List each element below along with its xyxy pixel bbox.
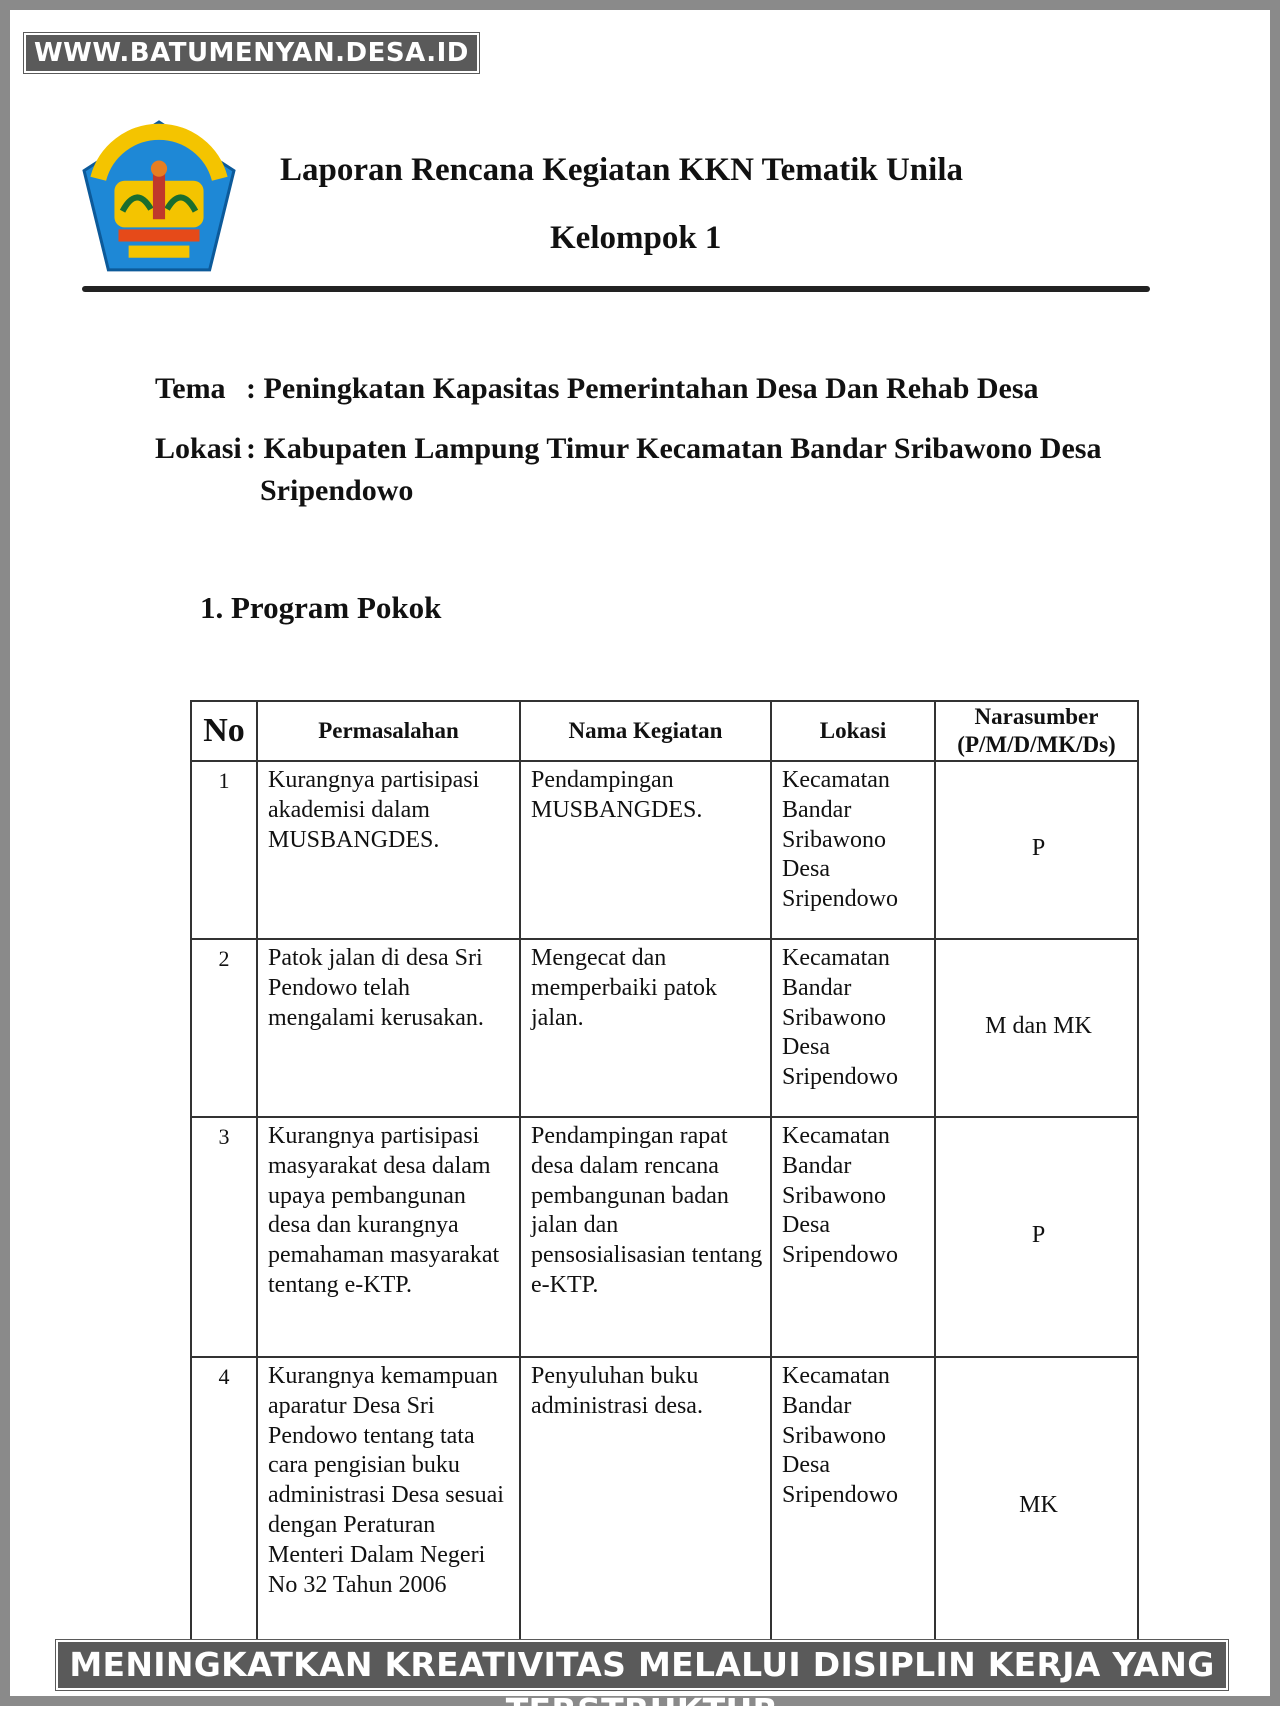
cell-lokasi: Kecamatan Bandar Sribawono Desa Sripendowo xyxy=(771,1117,935,1357)
header-nama-kegiatan: Nama Kegiatan xyxy=(520,701,771,761)
cell-no: 3 xyxy=(191,1117,257,1357)
cell-lokasi: Kecamatan Bandar Sribawono Desa Sripendowo xyxy=(771,1357,935,1657)
tema-label: Tema xyxy=(155,372,226,405)
header-no: No xyxy=(191,701,257,761)
cell-kegiatan: Pendampingan rapat desa dalam rencana pembangunan badan jalan dan pensosialisasian tentang e-KTP. xyxy=(520,1117,771,1357)
table-row xyxy=(191,761,1138,939)
lokasi-value-line2: Sripendowo xyxy=(260,474,414,507)
cell-narasumber: MK xyxy=(935,1357,1138,1657)
university-logo xyxy=(78,118,240,280)
table-row xyxy=(191,939,1138,1117)
document-title: Laporan Rencana Kegiatan KKN Tematik Unila xyxy=(280,152,963,188)
cell-permasalahan: Kurangnya kemampuan aparatur Desa Sri Pendowo tentang tata cara pengisian buku administrasi Desa sesuai dengan Peraturan Menteri Dalam Negeri No 32 Tahun 2006 xyxy=(257,1357,520,1657)
header-narasumber xyxy=(935,701,1138,761)
lokasi-label: Lokasi xyxy=(155,432,242,465)
section-heading: 1. Program Pokok xyxy=(200,590,442,625)
table-row xyxy=(191,1117,1138,1357)
cell-lokasi: Kecamatan Bandar Sribawono Desa Sripendowo xyxy=(771,761,935,939)
document-subtitle: Kelompok 1 xyxy=(550,220,722,256)
cell-no: 2 xyxy=(191,939,257,1117)
table-header-row xyxy=(191,701,1138,761)
cell-permasalahan: Patok jalan di desa Sri Pendowo telah mengalami kerusakan. xyxy=(257,939,520,1117)
cell-no: 1 xyxy=(191,761,257,939)
header-permasalahan: Permasalahan xyxy=(257,701,520,761)
table-row xyxy=(191,1357,1138,1657)
lokasi-value-line1: : Kabupaten Lampung Timur Kecamatan Bandar Sribawono Desa xyxy=(246,432,1102,465)
cell-lokasi: Kecamatan Bandar Sribawono Desa Sripendowo xyxy=(771,939,935,1117)
header-narasumber-line2: (P/M/D/MK/Ds) xyxy=(957,732,1116,757)
caption-banner: MENINGKATKAN KREATIVITAS MELALUI DISIPLIN KERJA YANG TERSTRUKTUR xyxy=(56,1640,1228,1690)
cell-kegiatan: Penyuluhan buku administrasi desa. xyxy=(520,1357,771,1657)
tema-value: : Peningkatan Kapasitas Pemerintahan Desa Dan Rehab Desa xyxy=(246,372,1039,405)
header-narasumber-line1: Narasumber xyxy=(974,704,1099,729)
header-lokasi: Lokasi xyxy=(771,701,935,761)
cell-kegiatan: Pendampingan MUSBANGDES. xyxy=(520,761,771,939)
cell-permasalahan: Kurangnya partisipasi masyarakat desa dalam upaya pembangunan desa dan kurangnya pemahaman masyarakat tentang e-KTP. xyxy=(257,1117,520,1357)
program-table xyxy=(190,700,1139,1658)
site-watermark: WWW.BATUMENYAN.DESA.ID xyxy=(24,33,479,73)
cell-narasumber: P xyxy=(935,1117,1138,1357)
cell-no: 4 xyxy=(191,1357,257,1657)
cell-narasumber: P xyxy=(935,761,1138,939)
title-divider xyxy=(82,286,1150,292)
cell-permasalahan: Kurangnya partisipasi akademisi dalam MUSBANGDES. xyxy=(257,761,520,939)
cell-kegiatan: Mengecat dan memperbaiki patok jalan. xyxy=(520,939,771,1117)
cell-narasumber: M dan MK xyxy=(935,939,1138,1117)
